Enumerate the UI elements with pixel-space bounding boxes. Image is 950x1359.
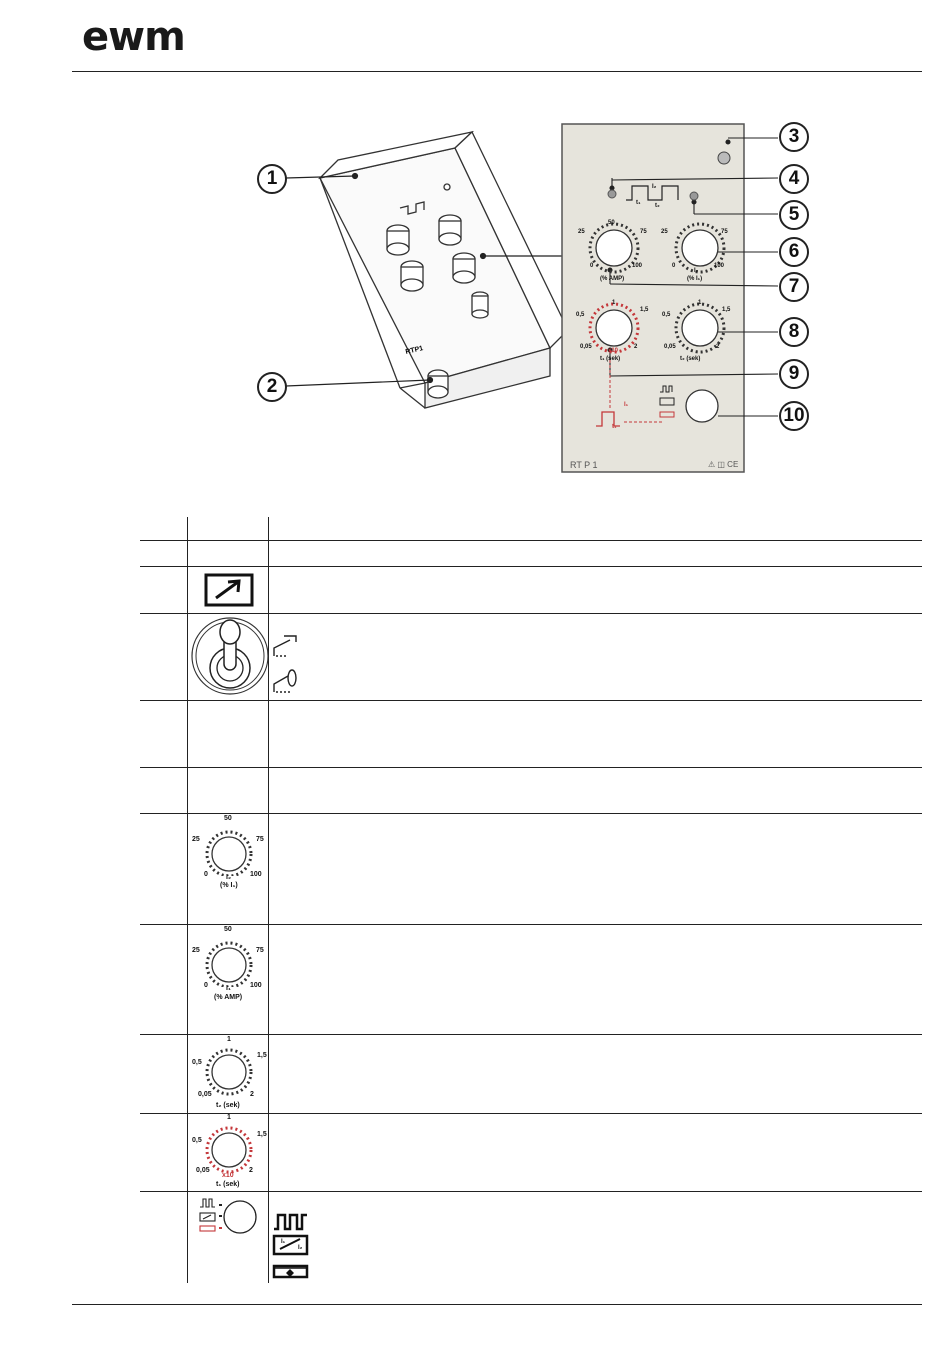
knob-t1-tick-05: 0,5: [576, 312, 585, 318]
table-knob-i2-tick-75: 75: [256, 836, 264, 843]
knob-t1-tick-1: 1: [612, 300, 616, 306]
table-row-divider: [140, 767, 922, 768]
knob-t2-tick-2: 2: [716, 344, 720, 350]
table-knob-i2-tick-25: 25: [192, 836, 200, 843]
table-knob-i1-icon: [200, 937, 258, 987]
knob-t2-tick-1: 1: [698, 300, 702, 306]
knob-i2-sub: (% I₁): [687, 276, 703, 282]
knob-i1-tick-75: 75: [640, 229, 647, 235]
panel-footer-label: RT P 1: [570, 460, 598, 470]
table-knob-i2-tick-100: 100: [250, 871, 262, 878]
pulse-t2-label: t₂: [655, 203, 660, 209]
table-row-divider: [140, 813, 922, 814]
device-sketch: [320, 132, 568, 408]
callout-10: 10: [779, 401, 809, 431]
table-knob-t1-tick-2: 2: [249, 1167, 253, 1174]
mode-slope-i2-label: I₂: [298, 1245, 303, 1251]
table-knob-i1-tick-50: 50: [224, 926, 232, 933]
panel-controls: [568, 130, 744, 470]
mode-slope-i1-label: I₁: [281, 1239, 286, 1245]
mode-i1-label: I₁: [624, 402, 629, 408]
footer-rule: [72, 1304, 922, 1305]
knob-i2-tick-25: 25: [661, 229, 668, 235]
table-row-divider: [140, 613, 922, 614]
header-rule: [72, 71, 922, 72]
torch-switch-icon: [718, 152, 730, 164]
table-knob-t1-tick-15: 1,5: [257, 1131, 267, 1138]
knob-i1-tick-0: 0: [590, 263, 594, 269]
knob-t1: [590, 304, 638, 352]
callout-6: 6: [779, 237, 809, 267]
table-knob-t2-tick-15: 1,5: [257, 1052, 267, 1059]
knob-t2-tick-15: 1,5: [722, 307, 731, 313]
table-knob-t2-label: t₂ (sek): [216, 1102, 240, 1109]
callout-3: 3: [779, 122, 809, 152]
knob-i2-label: I₂: [694, 268, 699, 274]
table-knob-t1-tick-05: 0,5: [192, 1137, 202, 1144]
callout-1: 1: [257, 164, 287, 194]
knob-t2-label: t₂ (sek): [680, 356, 701, 362]
knob-i1: [590, 224, 638, 272]
arrow-box-icon: [204, 573, 254, 607]
callout-2: 2: [257, 372, 287, 402]
table-knob-i1-tick-100: 100: [250, 982, 262, 989]
device-label: RTP1: [404, 345, 424, 356]
panel-footer-marks: ⚠ ◫ CE: [708, 460, 739, 469]
table-knob-i1-tick-25: 25: [192, 947, 200, 954]
table-row-divider: [140, 540, 922, 541]
knob-i1-tick-100: 100: [632, 263, 643, 269]
knob-i2-tick-100: 100: [714, 263, 725, 269]
knob-t1-label: t₁ (sek): [600, 356, 621, 362]
table-knob-i1-sub: (% AMP): [214, 994, 243, 1001]
knob-t1-mult: x10: [608, 348, 619, 354]
knob-i2-tick-0: 0: [672, 263, 676, 269]
table-knob-i2-sub: (% I₁): [220, 882, 238, 889]
table-row-divider: [140, 1191, 922, 1192]
callout-5: 5: [779, 200, 809, 230]
knob-t1-tick-005: 0,05: [580, 344, 592, 350]
table-knob-i1-tick-0: 0: [204, 982, 208, 989]
knob-t2-tick-005: 0,05: [664, 344, 676, 350]
table-knob-t2-icon: [200, 1046, 258, 1096]
knob-i1-tick-25: 25: [578, 229, 585, 235]
table-knob-i2-tick-50: 50: [224, 815, 232, 822]
knob-i2-tick-75: 75: [721, 229, 728, 235]
knob-t2-tick-05: 0,5: [662, 312, 671, 318]
led-pulse-icon: [608, 190, 616, 198]
knob-i1-label: (% AMP): [600, 276, 625, 282]
mode-t1-label: t₁: [612, 424, 617, 430]
table-knob-i2-icon: [200, 826, 258, 876]
table-knob-t1-label: t₁ (sek): [216, 1181, 240, 1188]
knob-i1-tick-50: 50: [608, 220, 615, 226]
table-row-divider: [140, 700, 922, 701]
pulse-i2-label: I₂: [652, 184, 657, 190]
pulse-t1-label: t₁: [636, 200, 641, 206]
table-knob-t2-tick-2: 2: [250, 1091, 254, 1098]
led-i2-icon: [690, 192, 698, 200]
table-knob-i1-tick-75: 75: [256, 947, 264, 954]
table-knob-t1-tick-1: 1: [227, 1114, 231, 1121]
callout-9: 9: [779, 359, 809, 389]
callout-8: 8: [779, 317, 809, 347]
table-knob-i1-label: I₁: [226, 985, 231, 992]
table-row-divider: [140, 1034, 922, 1035]
table-knob-i2-tick-0: 0: [204, 871, 208, 878]
mode-selector-icons: [660, 386, 674, 417]
callout-4: 4: [779, 164, 809, 194]
spot-mode-icon: [274, 1266, 307, 1277]
knob-mode: [686, 390, 718, 422]
table-row-divider: [140, 566, 922, 567]
table-knob-t1-tick-005: 0,05: [196, 1167, 210, 1174]
table-col-divider: [187, 517, 188, 1283]
knob-t1-tick-15: 1,5: [640, 307, 649, 313]
callout-7: 7: [779, 272, 809, 302]
brand-logo: ewm: [82, 14, 185, 60]
table-knob-t2-tick-1: 1: [227, 1036, 231, 1043]
knob-t1-tick-2: 2: [634, 344, 638, 350]
table-knob-t2-tick-05: 0,5: [192, 1059, 202, 1066]
table-knob-t2-tick-005: 0,05: [198, 1091, 212, 1098]
table-knob-t1-mult: x10: [222, 1172, 234, 1179]
table-row-divider: [140, 1113, 922, 1114]
table-mode-selector-icon: [196, 1195, 260, 1241]
pulse-mode-icon: [274, 1215, 307, 1229]
table-knob-i2-label: I₂: [226, 874, 232, 881]
table-mode-options-icons: [272, 1211, 310, 1281]
table-row-divider: [140, 924, 922, 925]
torch-switch-toggle-icon: [190, 616, 310, 698]
